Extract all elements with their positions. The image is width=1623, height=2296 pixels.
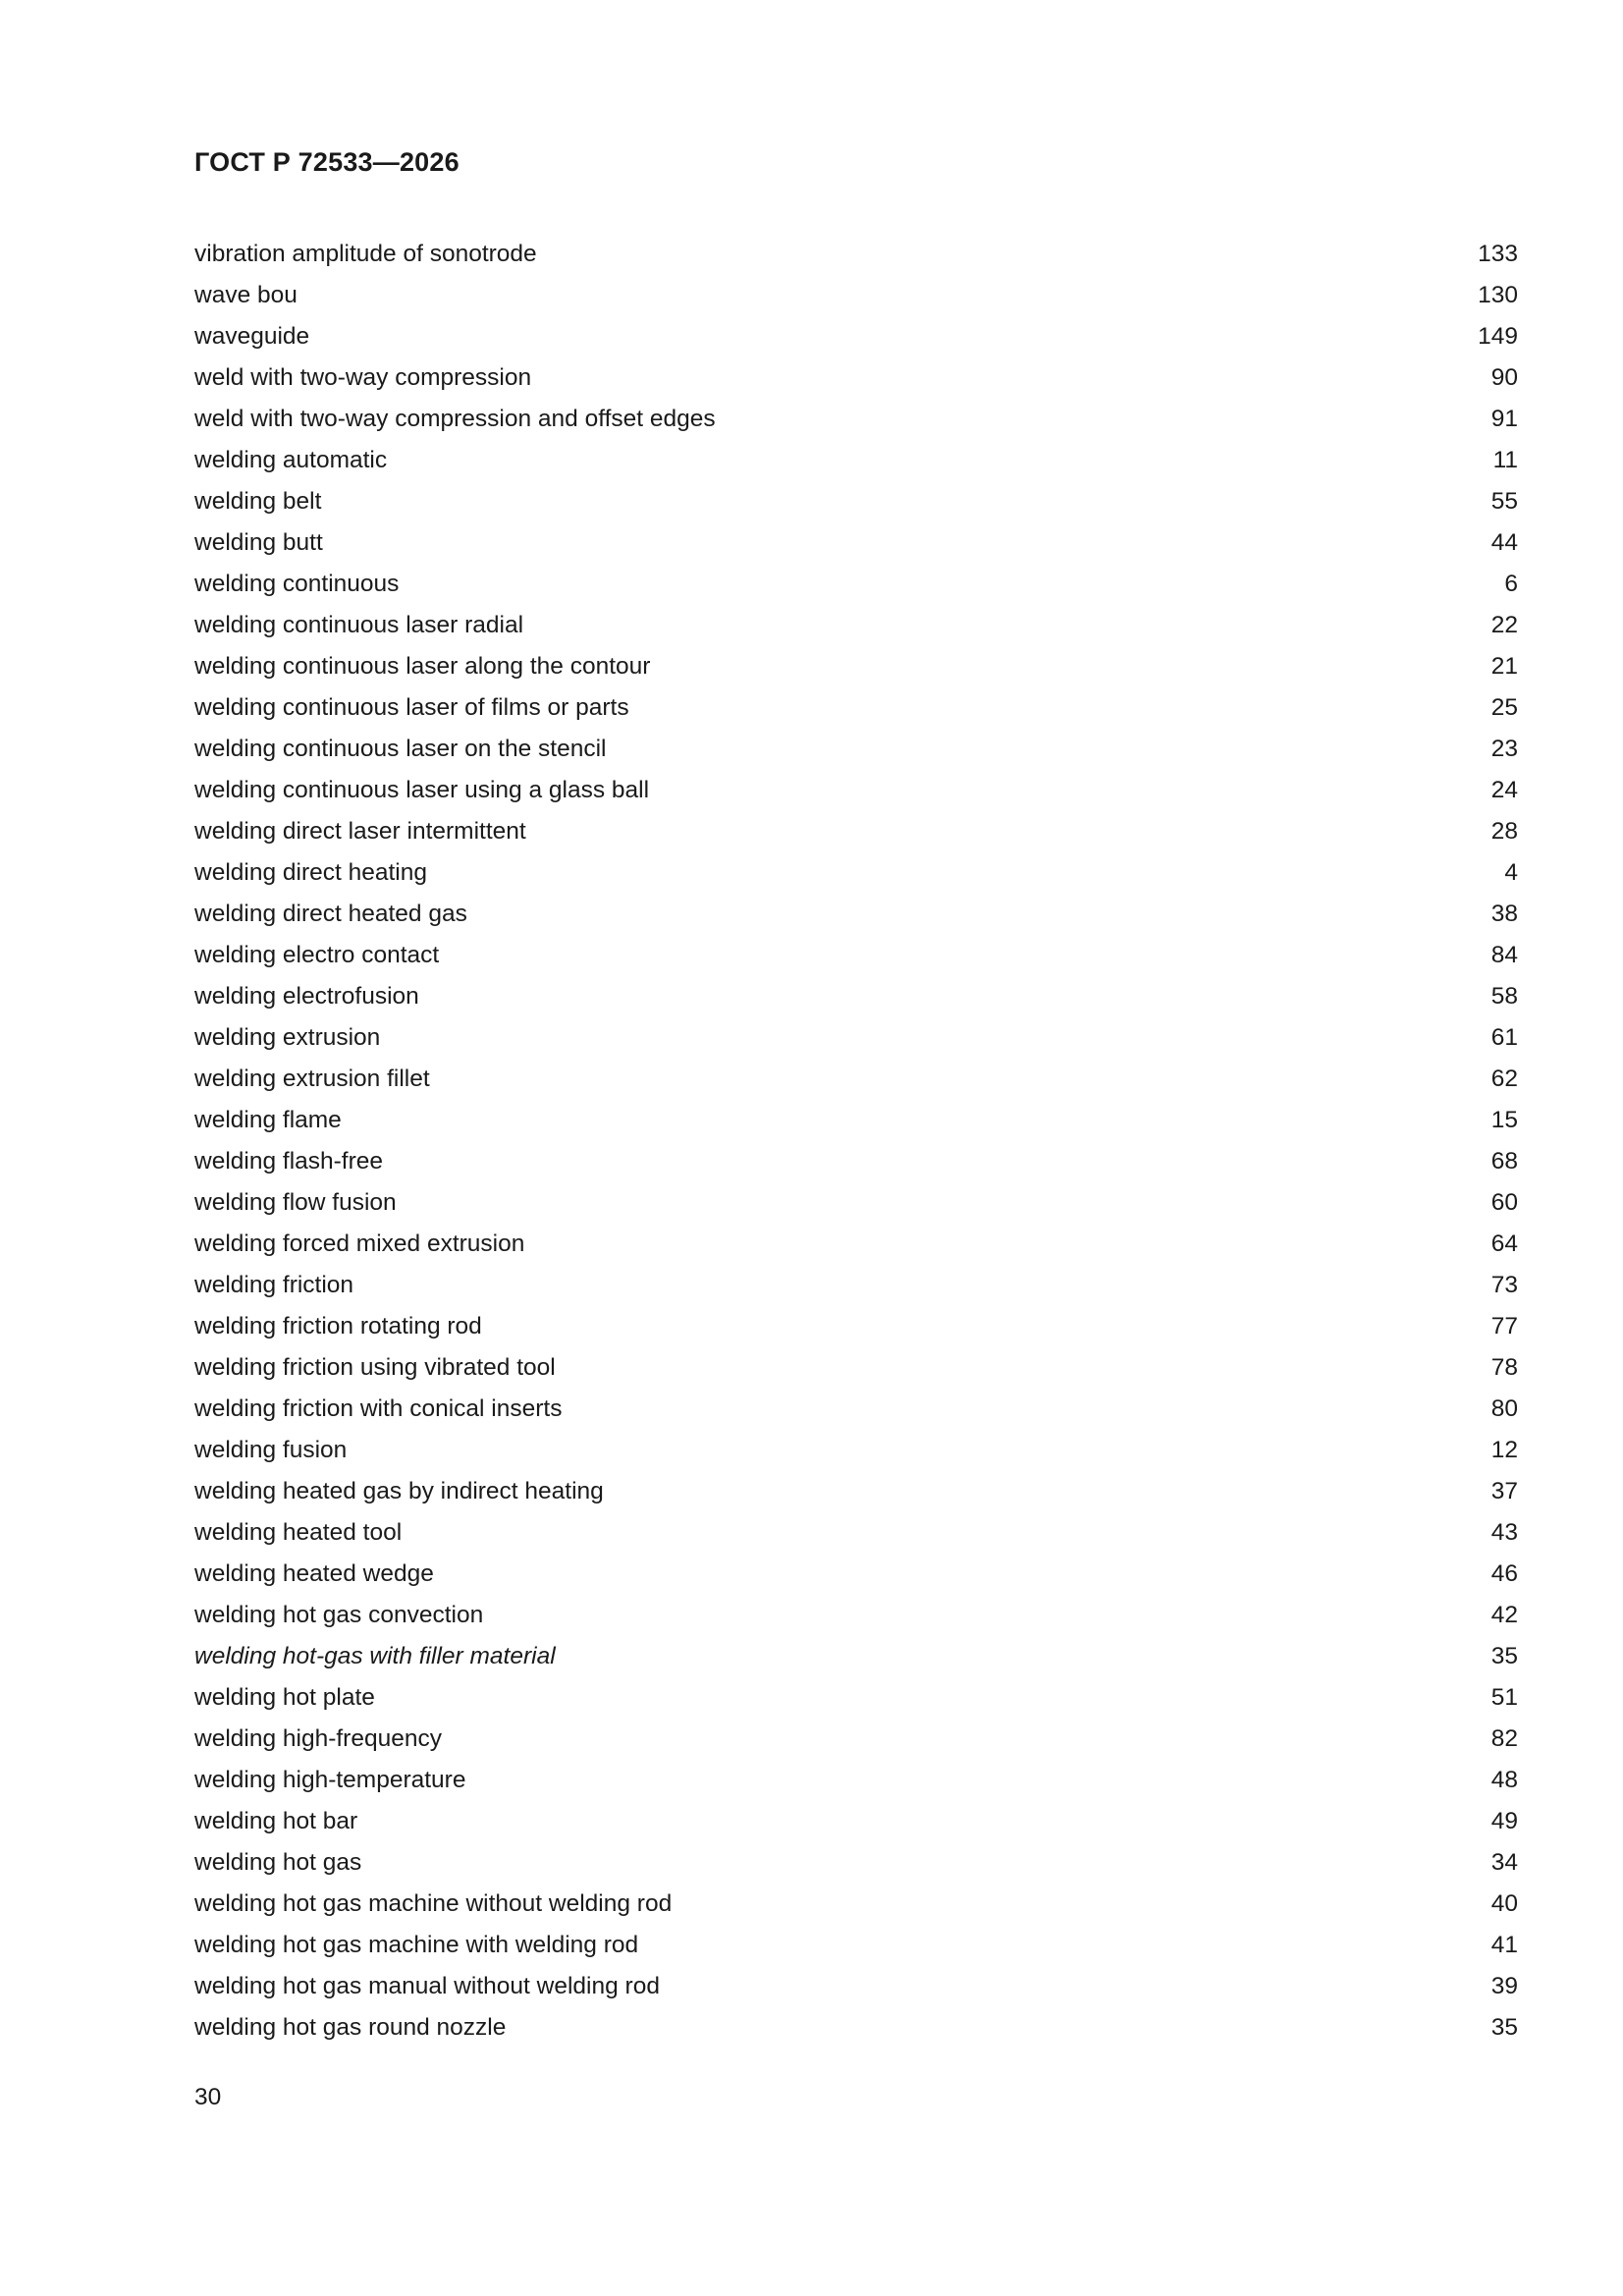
index-term-number: 35 — [1490, 1643, 1518, 1669]
index-term-number: 23 — [1490, 736, 1518, 762]
index-term-number: 84 — [1490, 942, 1518, 968]
index-term: welding flash-free — [194, 1148, 384, 1175]
index-term: welding hot gas machine without welding rod — [194, 1890, 673, 1917]
index-term-number: 60 — [1490, 1189, 1518, 1216]
index-term: welding friction using vibrated tool — [194, 1354, 556, 1381]
index-term: welding heated wedge — [194, 1560, 434, 1587]
index-term: welding electrofusion — [194, 983, 419, 1010]
index-term-number: 49 — [1490, 1808, 1518, 1834]
index-entry — [194, 1100, 1518, 1141]
index-entry — [194, 894, 1518, 935]
index-term-number: 41 — [1490, 1932, 1518, 1958]
index-term-number: 24 — [1490, 777, 1518, 803]
index-entry — [194, 811, 1518, 852]
index-term: welding continuous laser along the contour — [194, 653, 651, 680]
index-term-number: 55 — [1490, 488, 1518, 515]
index-term-number: 64 — [1490, 1230, 1518, 1257]
index-entry — [194, 1636, 1518, 1677]
index-term: welding direct laser intermittent — [194, 818, 526, 845]
index-term: welding continuous laser radial — [194, 612, 524, 638]
index-entry — [194, 1265, 1518, 1306]
index-term-number: 22 — [1490, 612, 1518, 638]
index-term: welding hot gas — [194, 1849, 362, 1876]
index-term: welding hot gas round nozzle — [194, 2014, 507, 2041]
index-entry — [194, 2007, 1518, 2049]
index-term-number: 73 — [1490, 1272, 1518, 1298]
index-term-number: 35 — [1490, 2014, 1518, 2041]
index-term-number: 44 — [1490, 529, 1518, 556]
index-term-number: 58 — [1490, 983, 1518, 1010]
index-term: welding friction — [194, 1272, 354, 1298]
index-term: welding continuous laser of films or parts — [194, 694, 629, 721]
index-entry — [194, 1595, 1518, 1636]
index-entry — [194, 1719, 1518, 1760]
index-term: welding forced mixed extrusion — [194, 1230, 525, 1257]
index-term-number: 68 — [1490, 1148, 1518, 1175]
index-term-number: 4 — [1504, 859, 1518, 886]
index-term-number: 82 — [1490, 1725, 1518, 1752]
index-term: welding hot plate — [194, 1684, 375, 1711]
index-term: welding direct heating — [194, 859, 427, 886]
index-term: welding friction with conical inserts — [194, 1395, 563, 1422]
document-standard-title: ГОСТ Р 72533—2026 — [194, 147, 460, 177]
index-term: welding belt — [194, 488, 322, 515]
index-term-number: 40 — [1490, 1890, 1518, 1917]
index-term-number: 21 — [1490, 653, 1518, 680]
index-term: wave bou — [194, 282, 298, 308]
index-term: welding fusion — [194, 1437, 348, 1463]
index-entry — [194, 1471, 1518, 1512]
index-entry — [194, 1842, 1518, 1884]
index-term-number: 91 — [1490, 406, 1518, 432]
index-term-number: 130 — [1478, 282, 1518, 308]
index-entry — [194, 1389, 1518, 1430]
index-term: welding continuous laser on the stencil — [194, 736, 607, 762]
index-entry — [194, 646, 1518, 687]
index-term: welding automatic — [194, 447, 388, 473]
index-term-number: 61 — [1490, 1024, 1518, 1051]
index-term-number: 43 — [1490, 1519, 1518, 1546]
index-term: welding friction rotating rod — [194, 1313, 482, 1339]
index-entry — [194, 605, 1518, 646]
index-term-number: 149 — [1478, 323, 1518, 350]
index-term: welding flame — [194, 1107, 342, 1133]
index-entry — [194, 976, 1518, 1017]
index-term-number: 62 — [1490, 1066, 1518, 1092]
index-term-number: 11 — [1492, 447, 1518, 473]
index-entry — [194, 522, 1518, 564]
index-entry — [194, 399, 1518, 440]
index-term: welding hot gas manual without welding rod — [194, 1973, 660, 1999]
index-term: welding direct heated gas — [194, 901, 467, 927]
index-term: welding hot gas machine with welding rod — [194, 1932, 639, 1958]
index-term-number: 34 — [1490, 1849, 1518, 1876]
index-term: welding high-temperature — [194, 1767, 466, 1793]
index-entry — [194, 1884, 1518, 1925]
index-term-number: 80 — [1490, 1395, 1518, 1422]
index-entry — [194, 481, 1518, 522]
index-term: welding continuous laser using a glass ball — [194, 777, 650, 803]
index-entry — [194, 1801, 1518, 1842]
index-term-number: 90 — [1490, 364, 1518, 391]
index-term: welding heated tool — [194, 1519, 403, 1546]
index-term: welding high-frequency — [194, 1725, 442, 1752]
index-term: welding continuous — [194, 571, 400, 597]
index-term: waveguide — [194, 323, 310, 350]
index-term: welding extrusion fillet — [194, 1066, 430, 1092]
index-term-number: 51 — [1490, 1684, 1518, 1711]
index-entry — [194, 770, 1518, 811]
index-entry — [194, 1141, 1518, 1182]
index-term-number: 39 — [1490, 1973, 1518, 1999]
index-entry — [194, 564, 1518, 605]
index-term-number: 48 — [1490, 1767, 1518, 1793]
index-entry — [194, 729, 1518, 770]
page-number: 30 — [194, 2084, 222, 2110]
index-entry — [194, 357, 1518, 399]
index-entry — [194, 687, 1518, 729]
index-term: weld with two-way compression — [194, 364, 532, 391]
index-term: vibration amplitude of sonotrode — [194, 241, 537, 267]
index-term: weld with two-way compression and offset edges — [194, 406, 716, 432]
index-entry — [194, 1430, 1518, 1471]
index-entry — [194, 852, 1518, 894]
index-term-number: 46 — [1490, 1560, 1518, 1587]
index-entry — [194, 1512, 1518, 1554]
index-term-number: 42 — [1490, 1602, 1518, 1628]
index-term-number: 77 — [1490, 1313, 1518, 1339]
index-term: welding extrusion — [194, 1024, 381, 1051]
index-entry — [194, 275, 1518, 316]
alphabetical-index-list — [194, 234, 1518, 2049]
index-entry — [194, 1966, 1518, 2007]
index-term: welding hot gas convection — [194, 1602, 484, 1628]
index-entry — [194, 316, 1518, 357]
index-term: welding butt — [194, 529, 323, 556]
index-term: welding flow fusion — [194, 1189, 397, 1216]
index-entry — [194, 234, 1518, 275]
index-term-number: 133 — [1478, 241, 1518, 267]
index-term-number: 37 — [1490, 1478, 1518, 1504]
index-entry — [194, 1306, 1518, 1347]
index-entry — [194, 1224, 1518, 1265]
index-entry — [194, 440, 1518, 481]
index-term-number: 78 — [1490, 1354, 1518, 1381]
index-entry — [194, 935, 1518, 976]
index-entry — [194, 1017, 1518, 1059]
index-term: welding hot-gas with filler material — [194, 1643, 556, 1669]
index-entry — [194, 1182, 1518, 1224]
index-entry — [194, 1925, 1518, 1966]
index-entry — [194, 1347, 1518, 1389]
index-entry — [194, 1760, 1518, 1801]
index-term-number: 15 — [1490, 1107, 1518, 1133]
index-entry — [194, 1677, 1518, 1719]
index-term-number: 38 — [1490, 901, 1518, 927]
index-term: welding electro contact — [194, 942, 440, 968]
index-entry — [194, 1059, 1518, 1100]
index-term-number: 25 — [1490, 694, 1518, 721]
index-term-number: 28 — [1490, 818, 1518, 845]
index-entry — [194, 1554, 1518, 1595]
index-term-number: 12 — [1490, 1437, 1518, 1463]
index-term-number: 6 — [1504, 571, 1518, 597]
index-term: welding heated gas by indirect heating — [194, 1478, 604, 1504]
index-term: welding hot bar — [194, 1808, 358, 1834]
